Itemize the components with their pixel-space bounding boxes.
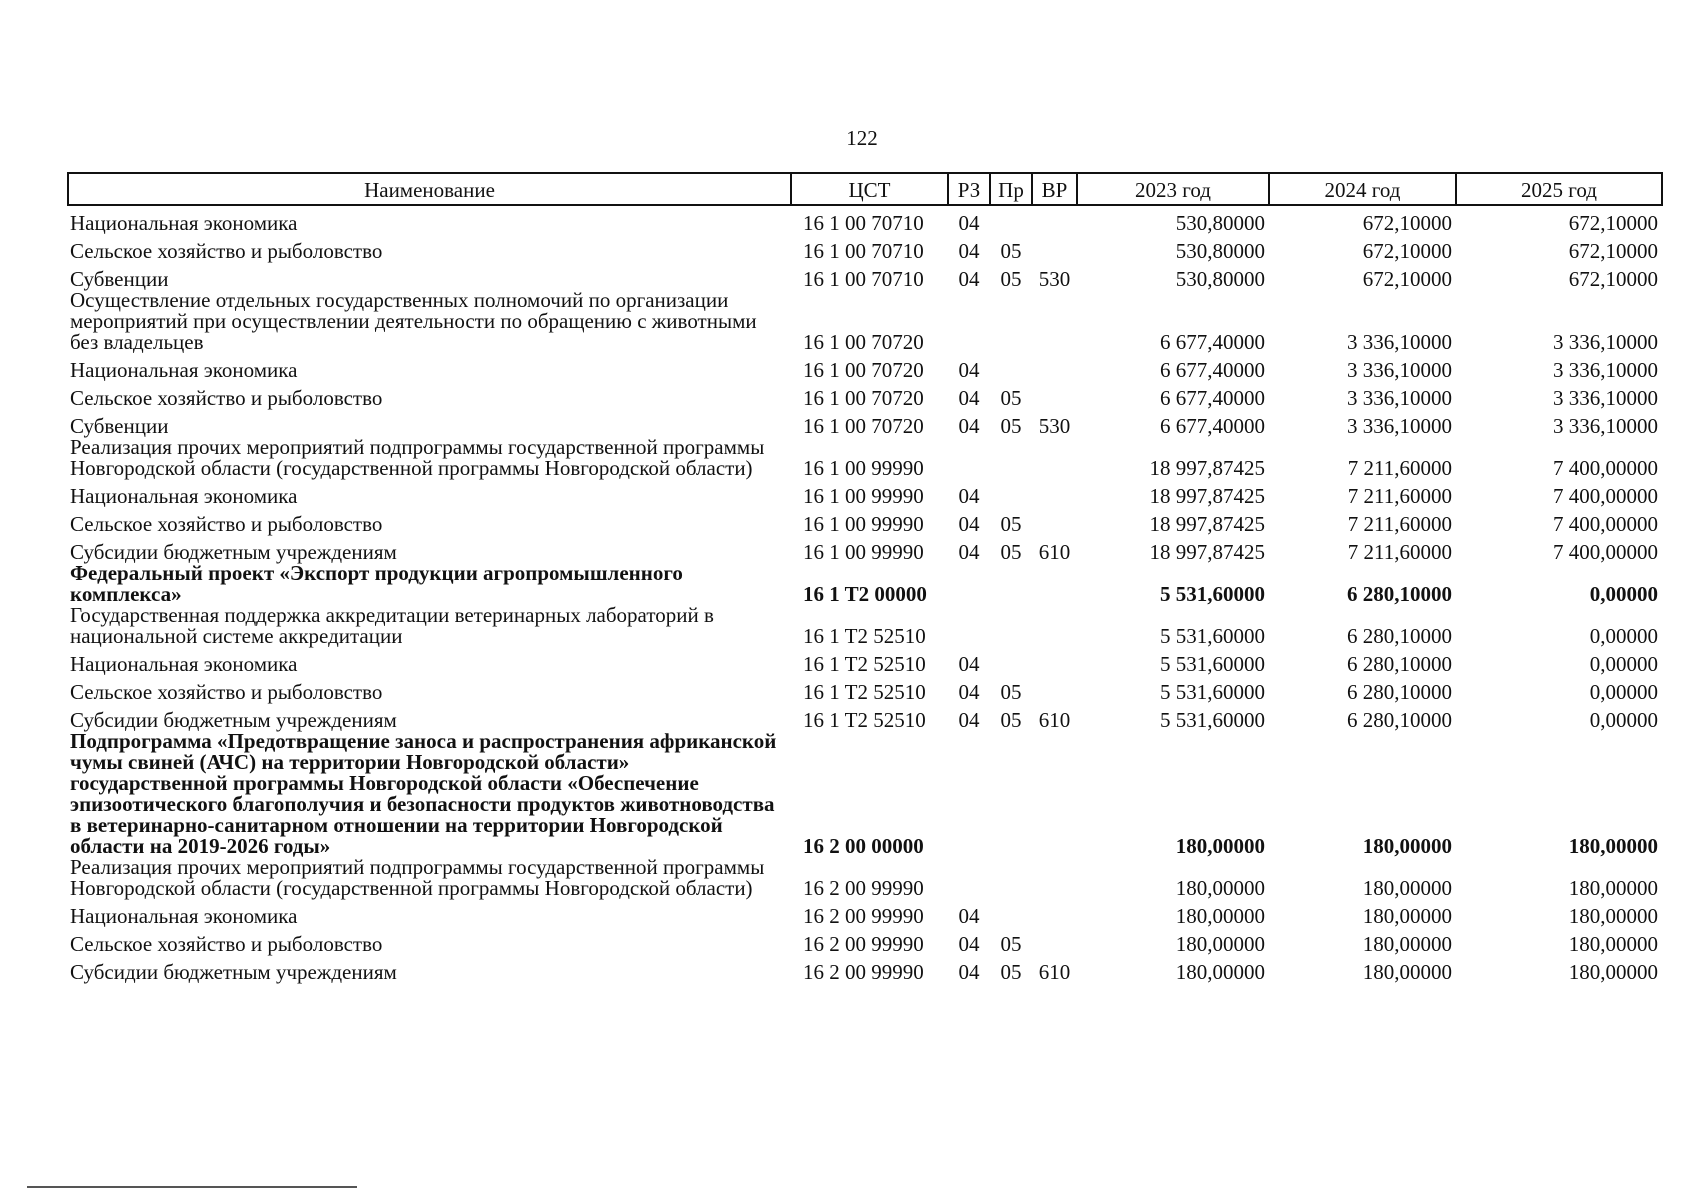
row-pr <box>990 731 1032 857</box>
row-cst: 16 2 00 99990 <box>803 932 924 956</box>
table-row <box>68 731 1662 857</box>
row-pr: 05 <box>1000 386 1022 410</box>
row-name: Осуществление отдельных государственных полномочий по организации мероприятий при осуществлении деятельности по обращению с животными без владельцев <box>70 288 757 354</box>
row-2025: 180,00000 <box>1568 960 1658 984</box>
row-vr <box>1032 927 1077 955</box>
row-rz: 04 <box>958 358 980 382</box>
row-2024: 180,00000 <box>1362 960 1452 984</box>
row-cst: 16 2 00 99990 <box>803 904 924 928</box>
row-rz <box>948 731 990 857</box>
row-2025: 7 400,00000 <box>1553 456 1658 480</box>
row-rz: 04 <box>958 484 980 508</box>
row-pr: 05 <box>1000 960 1022 984</box>
row-name: Национальная экономика <box>70 484 298 508</box>
row-cst: 16 1 T2 00000 <box>803 582 927 606</box>
row-2023: 6 677,40000 <box>1160 386 1265 410</box>
row-cst: 16 1 00 70710 <box>803 267 924 291</box>
row-pr <box>990 205 1032 234</box>
row-vr <box>1032 731 1077 857</box>
table-row <box>68 507 1662 535</box>
row-2023: 5 531,60000 <box>1160 652 1265 676</box>
row-pr: 05 <box>1000 414 1022 438</box>
table-row <box>68 927 1662 955</box>
row-rz: 04 <box>958 652 980 676</box>
row-name: Национальная экономика <box>70 904 298 928</box>
row-2023: 5 531,60000 <box>1160 582 1265 606</box>
row-name: Субсидии бюджетным учреждениям <box>70 540 397 564</box>
row-vr: 610 <box>1038 708 1071 732</box>
row-vr <box>1032 381 1077 409</box>
row-cst: 16 1 00 99990 <box>803 540 924 564</box>
header-pr: Пр <box>990 173 1032 205</box>
row-rz: 04 <box>958 211 980 235</box>
page-number: 122 <box>846 126 878 150</box>
row-rz <box>948 563 990 605</box>
row-name: Сельское хозяйство и рыболовство <box>70 386 383 410</box>
row-name: Реализация прочих мероприятий подпрограммы государственной программы Новгородской области (государственной программы Новгородской области) <box>70 435 765 480</box>
row-2023: 180,00000 <box>1175 932 1265 956</box>
row-2024: 6 280,10000 <box>1347 708 1452 732</box>
table-row <box>68 437 1662 479</box>
row-pr: 05 <box>1000 267 1022 291</box>
row-cst: 16 1 00 99990 <box>803 512 924 536</box>
table-row <box>68 205 1662 234</box>
row-name: Субсидии бюджетным учреждениям <box>70 708 397 732</box>
row-pr: 05 <box>1000 512 1022 536</box>
row-2023: 180,00000 <box>1175 904 1265 928</box>
row-2024: 7 211,60000 <box>1347 540 1452 564</box>
row-cst: 16 1 00 99990 <box>803 456 924 480</box>
table-row <box>68 381 1662 409</box>
table-row <box>68 675 1662 703</box>
row-2023: 530,80000 <box>1175 267 1265 291</box>
row-2025: 3 336,10000 <box>1553 358 1658 382</box>
row-rz: 04 <box>958 540 980 564</box>
table-row <box>68 857 1662 899</box>
row-2023: 18 997,87425 <box>1149 512 1265 536</box>
row-2025: 7 400,00000 <box>1553 484 1658 508</box>
row-rz: 04 <box>958 680 980 704</box>
row-name: Национальная экономика <box>70 211 298 235</box>
row-2025: 672,10000 <box>1568 239 1658 263</box>
row-2025: 0,00000 <box>1589 582 1658 606</box>
row-cst: 16 1 00 70720 <box>803 330 924 354</box>
row-rz: 04 <box>958 960 980 984</box>
row-rz: 04 <box>958 386 980 410</box>
row-2024: 3 336,10000 <box>1347 386 1452 410</box>
row-2023: 180,00000 <box>1175 834 1265 858</box>
row-rz <box>948 857 990 899</box>
row-2023: 18 997,87425 <box>1149 540 1265 564</box>
row-vr: 610 <box>1038 960 1071 984</box>
row-vr <box>1032 605 1077 647</box>
header-2024: 2024 год <box>1269 173 1456 205</box>
row-pr: 05 <box>1000 239 1022 263</box>
row-2025: 180,00000 <box>1568 876 1658 900</box>
row-vr: 530 <box>1038 267 1071 291</box>
row-vr: 530 <box>1038 414 1071 438</box>
row-2025: 7 400,00000 <box>1553 540 1658 564</box>
row-2024: 6 280,10000 <box>1347 680 1452 704</box>
row-vr: 610 <box>1038 540 1071 564</box>
row-2023: 18 997,87425 <box>1149 456 1265 480</box>
row-name: Сельское хозяйство и рыболовство <box>70 239 383 263</box>
row-name: Сельское хозяйство и рыболовство <box>70 512 383 536</box>
row-2025: 672,10000 <box>1568 211 1658 235</box>
row-2023: 180,00000 <box>1175 960 1265 984</box>
row-2024: 672,10000 <box>1362 239 1452 263</box>
row-vr <box>1032 479 1077 507</box>
row-2024: 180,00000 <box>1362 876 1452 900</box>
row-2024: 672,10000 <box>1362 211 1452 235</box>
row-rz: 04 <box>958 414 980 438</box>
row-vr <box>1032 675 1077 703</box>
row-2024: 7 211,60000 <box>1347 456 1452 480</box>
row-2025: 0,00000 <box>1589 652 1658 676</box>
row-2023: 6 677,40000 <box>1160 414 1265 438</box>
row-2024: 672,10000 <box>1362 267 1452 291</box>
row-2025: 180,00000 <box>1568 834 1658 858</box>
row-rz <box>948 290 990 353</box>
row-rz: 04 <box>958 932 980 956</box>
row-2023: 5 531,60000 <box>1160 708 1265 732</box>
row-cst: 16 1 T2 52510 <box>803 708 926 732</box>
row-name: Национальная экономика <box>70 652 298 676</box>
row-cst: 16 1 00 70710 <box>803 239 924 263</box>
row-vr <box>1032 899 1077 927</box>
row-name: Национальная экономика <box>70 358 298 382</box>
row-rz: 04 <box>958 512 980 536</box>
row-name: Подпрограмма «Предотвращение заноса и распространения африканской чумы свиней (АЧС) на территории Новгородской области» государственной программы Новгородской области «Обеспечение эпизоотического благополучия и безопасности продуктов животноводства в ветеринарно-санитарном отношении на территории Новгородской области на 2019-2026 годы» <box>70 729 777 858</box>
row-cst: 16 1 T2 52510 <box>803 680 926 704</box>
row-pr <box>990 563 1032 605</box>
row-cst: 16 1 00 70720 <box>803 358 924 382</box>
row-cst: 16 2 00 99990 <box>803 960 924 984</box>
row-2024: 3 336,10000 <box>1347 358 1452 382</box>
row-2023: 5 531,60000 <box>1160 624 1265 648</box>
table-row <box>68 290 1662 353</box>
row-vr <box>1032 647 1077 675</box>
header-cst: ЦСТ <box>791 173 948 205</box>
table-row <box>68 563 1662 605</box>
row-2024: 7 211,60000 <box>1347 484 1452 508</box>
row-pr: 05 <box>1000 540 1022 564</box>
row-vr <box>1032 563 1077 605</box>
row-2023: 6 677,40000 <box>1160 330 1265 354</box>
row-name: Субсидии бюджетным учреждениям <box>70 960 397 984</box>
table-row <box>68 535 1662 563</box>
row-rz: 04 <box>958 708 980 732</box>
row-cst: 16 1 T2 52510 <box>803 624 926 648</box>
row-cst: 16 2 00 99990 <box>803 876 924 900</box>
row-2023: 6 677,40000 <box>1160 358 1265 382</box>
row-2024: 6 280,10000 <box>1347 582 1452 606</box>
table-header <box>68 173 1662 205</box>
row-2025: 180,00000 <box>1568 904 1658 928</box>
row-cst: 16 1 T2 52510 <box>803 652 926 676</box>
table-row <box>68 605 1662 647</box>
row-pr <box>990 290 1032 353</box>
row-2023: 530,80000 <box>1175 239 1265 263</box>
table-row <box>68 409 1662 437</box>
header-rz: РЗ <box>948 173 990 205</box>
row-rz: 04 <box>958 239 980 263</box>
row-2024: 180,00000 <box>1362 932 1452 956</box>
row-2025: 0,00000 <box>1589 708 1658 732</box>
header-2025: 2025 год <box>1456 173 1662 205</box>
row-2024: 3 336,10000 <box>1347 330 1452 354</box>
table-row <box>68 353 1662 381</box>
budget-table <box>67 172 1663 983</box>
row-2024: 6 280,10000 <box>1347 652 1452 676</box>
row-vr <box>1032 290 1077 353</box>
row-2025: 3 336,10000 <box>1553 414 1658 438</box>
row-2025: 0,00000 <box>1589 624 1658 648</box>
row-pr <box>990 857 1032 899</box>
row-name: Сельское хозяйство и рыболовство <box>70 680 383 704</box>
row-2023: 180,00000 <box>1175 876 1265 900</box>
row-2025: 3 336,10000 <box>1553 330 1658 354</box>
row-vr <box>1032 353 1077 381</box>
row-rz <box>948 605 990 647</box>
row-pr <box>990 437 1032 479</box>
row-vr <box>1032 507 1077 535</box>
row-pr: 05 <box>1000 708 1022 732</box>
row-2025: 180,00000 <box>1568 932 1658 956</box>
row-rz: 04 <box>958 267 980 291</box>
row-cst: 16 1 00 70720 <box>803 386 924 410</box>
row-cst: 16 1 00 99990 <box>803 484 924 508</box>
row-2024: 180,00000 <box>1362 834 1452 858</box>
table-row <box>68 703 1662 731</box>
row-cst: 16 1 00 70710 <box>803 211 924 235</box>
row-name: Субвенции <box>70 267 169 291</box>
header-row <box>68 173 1662 205</box>
row-pr <box>990 353 1032 381</box>
row-name: Государственная поддержка аккредитации ветеринарных лабораторий в национальной системе аккредитации <box>70 603 714 648</box>
row-2025: 672,10000 <box>1568 267 1658 291</box>
row-2025: 7 400,00000 <box>1553 512 1658 536</box>
row-pr <box>990 899 1032 927</box>
row-name: Субвенции <box>70 414 169 438</box>
header-name: Наименование <box>68 173 791 205</box>
row-name: Федеральный проект «Экспорт продукции агропромышленного комплекса» <box>70 561 683 606</box>
row-2024: 3 336,10000 <box>1347 414 1452 438</box>
row-pr <box>990 605 1032 647</box>
row-vr <box>1032 205 1077 234</box>
table-row <box>68 234 1662 262</box>
row-pr: 05 <box>1000 932 1022 956</box>
table-row <box>68 955 1662 983</box>
row-rz <box>948 437 990 479</box>
row-2024: 180,00000 <box>1362 904 1452 928</box>
row-pr <box>990 479 1032 507</box>
footer-rule <box>27 1186 357 1188</box>
row-2025: 0,00000 <box>1589 680 1658 704</box>
row-2025: 3 336,10000 <box>1553 386 1658 410</box>
row-vr <box>1032 857 1077 899</box>
row-vr <box>1032 234 1077 262</box>
table-row <box>68 479 1662 507</box>
row-vr <box>1032 437 1077 479</box>
row-name: Реализация прочих мероприятий подпрограммы государственной программы Новгородской области (государственной программы Новгородской области) <box>70 855 765 900</box>
table-row <box>68 647 1662 675</box>
row-cst: 16 2 00 00000 <box>803 834 924 858</box>
row-2024: 6 280,10000 <box>1347 624 1452 648</box>
header-2023: 2023 год <box>1077 173 1269 205</box>
row-name: Сельское хозяйство и рыболовство <box>70 932 383 956</box>
row-rz: 04 <box>958 904 980 928</box>
row-2023: 18 997,87425 <box>1149 484 1265 508</box>
table-row <box>68 899 1662 927</box>
header-vr: ВР <box>1032 173 1077 205</box>
row-2023: 530,80000 <box>1175 211 1265 235</box>
row-pr: 05 <box>1000 680 1022 704</box>
table-body <box>68 205 1662 983</box>
row-pr <box>990 647 1032 675</box>
row-2024: 7 211,60000 <box>1347 512 1452 536</box>
row-2023: 5 531,60000 <box>1160 680 1265 704</box>
table-row <box>68 262 1662 290</box>
row-cst: 16 1 00 70720 <box>803 414 924 438</box>
